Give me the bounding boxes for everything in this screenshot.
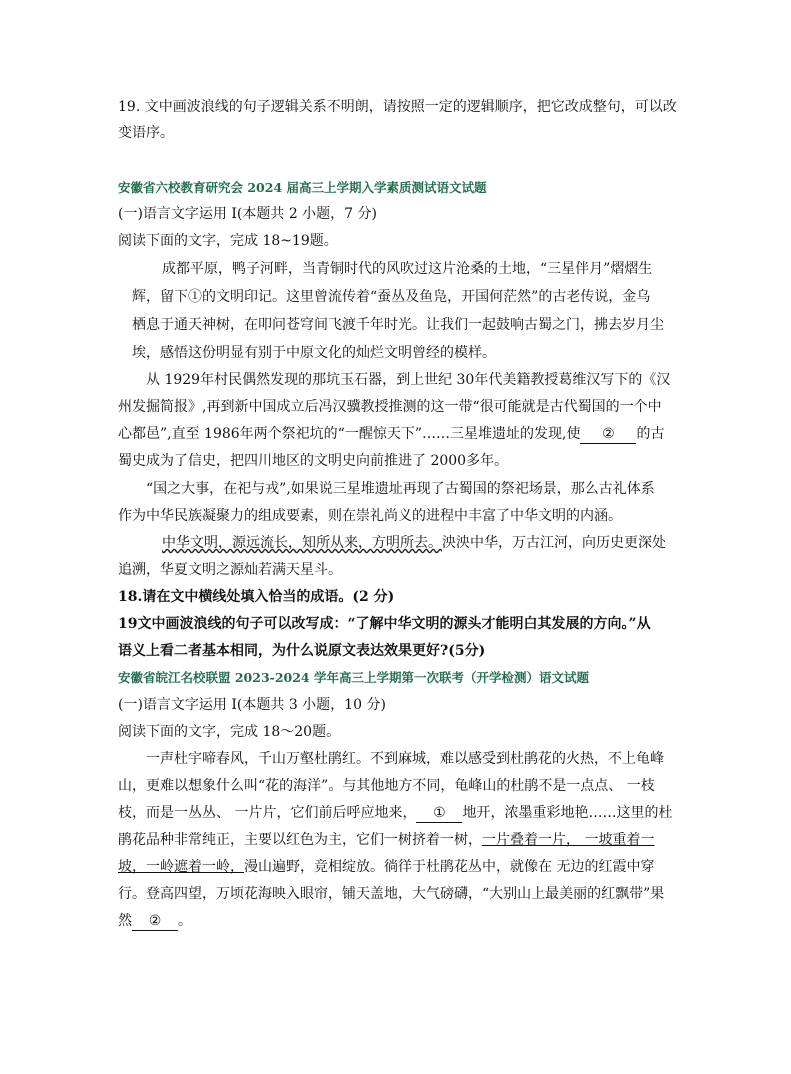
s2-line7-tail: 。 (178, 913, 192, 929)
s2-underlined-b: 坡，一岭遮着一岭， (118, 859, 244, 875)
wavy-sentence: 中华文明，源远流长，知所从来，方明所去。 (162, 535, 442, 551)
s2-line5-text: 漫山遍野，竞相绽放。徜徉于杜鹃花丛中，就像在 无边的红霞中穿 (244, 859, 655, 875)
section2-title: 安徽省皖江名校联盟 2023-2024 学年高三上学期第一次联考（开学检测）语文试题 (118, 670, 589, 685)
blank-1: ① (416, 804, 462, 823)
s2-line7-text: 然 (118, 913, 132, 929)
q19-top-line1: 19. 文中画波浪线的句子逻辑关系不明朗，请按照一定的逻辑顺序，把它改成整句，可以改 (118, 99, 677, 115)
s2-line3 (118, 804, 672, 823)
s2-line2: 山，更难以想象什么叫“花的海洋”。与其他地方不同，龟峰山的杜鹃不是一点点、 一枝 (118, 778, 655, 794)
s1-p1-line3: 栖息于通天神树，在叩问苍穹间飞渡千年时光。让我们一起鼓响古蜀之门，拂去岁月尘 (132, 317, 664, 333)
s1-p3-line2: 作为中华民族凝聚力的组成要素，则在崇礼尚义的进程中丰富了中华文明的内涵。 (118, 508, 622, 524)
s1-p4-line2: 追溯，华夏文明之源灿若满天星斗。 (118, 562, 342, 578)
q19-line2: 语义上看二者基本相同，为什么说原文表达效果更好?(5分) (118, 643, 486, 659)
s2-line4 (118, 831, 654, 849)
s2-line4-text: 鹃花品种非常纯正，主要以红色为主，它们一树挤着一树， (118, 832, 482, 848)
s2-line3-text: 枝，而是一丛丛、 一片片，它们前后呼应地来， (118, 805, 417, 821)
s1-p4-line1 (162, 534, 666, 552)
s1-p4-rest: 泱泱中华，万古江河，向历史更深处 (442, 535, 666, 551)
s1-p2-line3 (118, 425, 664, 444)
q19-line1: 19文中画波浪线的句子可以改写成：“了解中华文明的源头才能明白其发展的方向。”从 (118, 616, 651, 632)
section2-instruction: 阅读下面的文字，完成 18～20题。 (118, 724, 341, 740)
s1-p2-line3-tail: 的古 (636, 426, 665, 442)
s1-p2-line4: 蜀史成为了信史，把四川地区的文明史向前推进了 2000多年。 (118, 453, 509, 469)
blank-2b: ② (132, 912, 178, 931)
q19-top-line2: 变语序。 (118, 125, 174, 141)
s2-underlined-a: 一片叠着一片， 一坡重着一 (482, 832, 655, 848)
s2-line6: 行。登高四望，万顷花海映入眼帘，铺天盖地，大气磅礴，“大别山上最美丽的红飘带”果 (118, 886, 665, 902)
s2-line5 (118, 858, 654, 876)
s1-p2-line2: 州发掘简报》,再到新中国成立后冯汉骥教授推测的这一带“很可能就是古代蜀国的一个中 (118, 399, 662, 415)
s1-p1-line2: 辉，留下①的文明印记。这里曾流传着“蚕丛及鱼凫，开国何茫然”的古老传说，金乌 (132, 289, 651, 305)
q18-text: 18.请在文中横线处填入恰当的成语。(2 分) (118, 589, 395, 605)
s1-p1-line4: 埃，感悟这份明显有别于中原文化的灿烂文明曾经的模样。 (132, 345, 496, 361)
section1-part: (一)语言文字运用 I(本题共 2 小题，7 分) (118, 206, 377, 222)
s1-p2-line1: 从 1929年村民偶然发现的那坑玉石器，到上世纪 30年代美籍教授葛维汉写下的《汉 (146, 372, 671, 388)
section1-title: 安徽省六校教育研究会 2024 届高三上学期入学素质测试语文试题 (118, 180, 487, 195)
s1-p3-line1: “国之大事，在祀与戎”,如果说三星堆遗址再现了古蜀国的祭祀场景，那么古礼体系 (146, 481, 655, 497)
s2-line7 (118, 912, 192, 931)
section2-part: (一)语言文字运用 I(本题共 3 小题，10 分) (118, 697, 386, 713)
s1-p1-line1: 成都平原，鸭子河畔，当青铜时代的风吹过这片沧桑的土地，“三星伴月”熠熠生 (162, 261, 653, 277)
s1-p2-line3-text: 心都邑”,直至 1986年两个祭祀坑的“一醒惊天下”……三星堆遗址的发现,使 (118, 426, 581, 442)
section1-instruction: 阅读下面的文字，完成 18~19题。 (118, 233, 338, 249)
s2-line3-tail: 地开，浓墨重彩地艳……这里的杜 (462, 805, 673, 821)
blank-2: ② (580, 425, 636, 444)
s2-line1: 一声杜宇啼春风，千山万壑杜鹃红。不到麻城，难以感受到杜鹃花的火热，不上龟峰 (146, 751, 664, 767)
